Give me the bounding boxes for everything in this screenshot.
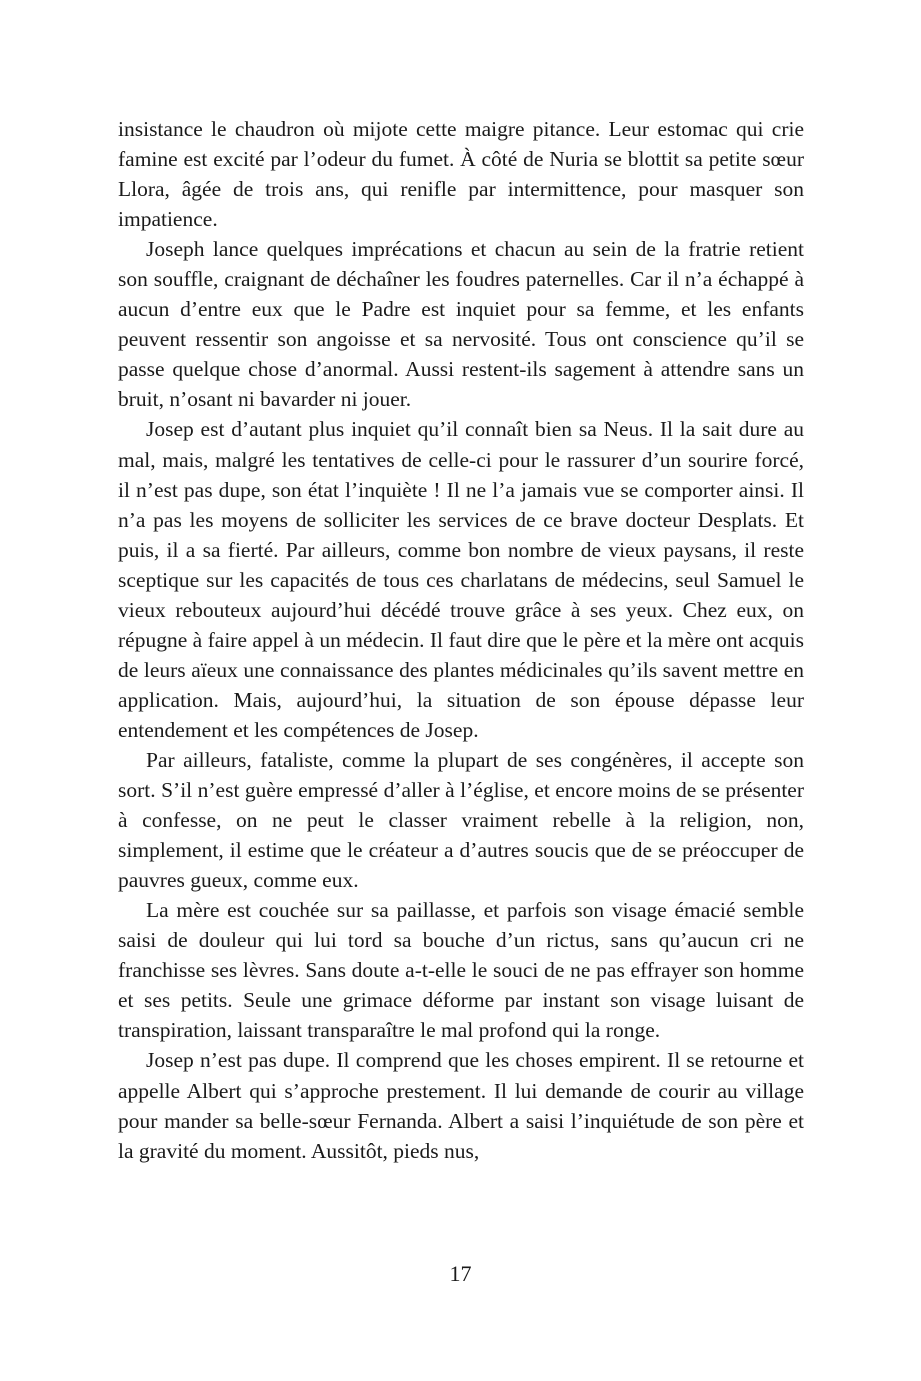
paragraph-3: Josep est d’autant plus inquiet qu’il connaît bien sa Neus. Il la sait dure au mal, mais, malgré les tentatives de celle-ci pour le rassurer d’un sourire forcé, il n’est pas dupe, son état l’inquiète ! Il ne l’a jamais vue se comporter ainsi. Il n’a pas les moyens de solliciter les services de ce brave docteur Desplats. Et puis, il a sa fierté. Par ailleurs, comme bon nombre de vieux paysans, il reste sceptique sur les capacités de tous ces charlatans de médecins, seul Samuel le vieux rebouteux aujourd’hui décédé trouve grâce à ses yeux. Chez eux, on répugne à faire appel à un médecin. Il faut dire que le père et la mère ont acquis de leurs aïeux une connaissance des plantes médicinales qu’ils savent mettre en application. Mais, aujourd’hui, la situation de son épouse dépasse leur entendement et les compétences de Josep. [118, 417, 804, 742]
paragraph-1: insistance le chaudron où mijote cette maigre pitance. Leur estomac qui crie famine est excité par l’odeur du fumet. À côté de Nuria se blottit sa petite sœur Llora, âgée de trois ans, qui renifle par intermittence, pour masquer son impatience. [118, 117, 804, 232]
paragraph-6: Josep n’est pas dupe. Il comprend que les choses empirent. Il se retourne et appelle Albert qui s’approche prestement. Il lui demande de courir au village pour mander sa belle-sœur Fernanda. Albert a saisi l’inquiétude de son père et la gravité du moment. Aussitôt, pieds nus, [118, 1048, 804, 1163]
paragraph-4: Par ailleurs, fataliste, comme la plupart de ses congénères, il accepte son sort. S’il n’est guère empressé d’aller à l’église, et encore moins de se présenter à confesse, on ne peut le classer vraiment rebelle à la religion, non, simplement, il estime que le créateur a d’autres soucis que de se préoccuper de pauvres gueux, comme eux. [118, 747, 804, 893]
page-number: 17 [449, 1261, 472, 1286]
body-text [118, 114, 804, 1166]
paragraph-5: La mère est couchée sur sa paillasse, et parfois son visage émacié semble saisi de douleur qui lui tord sa bouche d’un rictus, sans qu’aucun cri ne franchisse ses lèvres. Sans doute a-t-elle le souci de ne pas effrayer son homme et ses petits. Seule une grimace déforme par instant son visage luisant de transpiration, laissant transparaître le mal profond qui la ronge. [118, 898, 804, 1043]
paragraph-2: Joseph lance quelques imprécations et chacun au sein de la fratrie retient son souffle, craignant de déchaîner les foudres paternelles. Car il n’a échappé à aucun d’entre eux que le Padre est inquiet pour sa femme, et les enfants peuvent ressentir son angoisse et sa nervosité. Tous ont conscience qu’il se passe quelque chose d’anormal. Aussi restent-ils sagement à attendre sans un bruit, n’osant ni bavarder ni jouer. [118, 237, 804, 412]
